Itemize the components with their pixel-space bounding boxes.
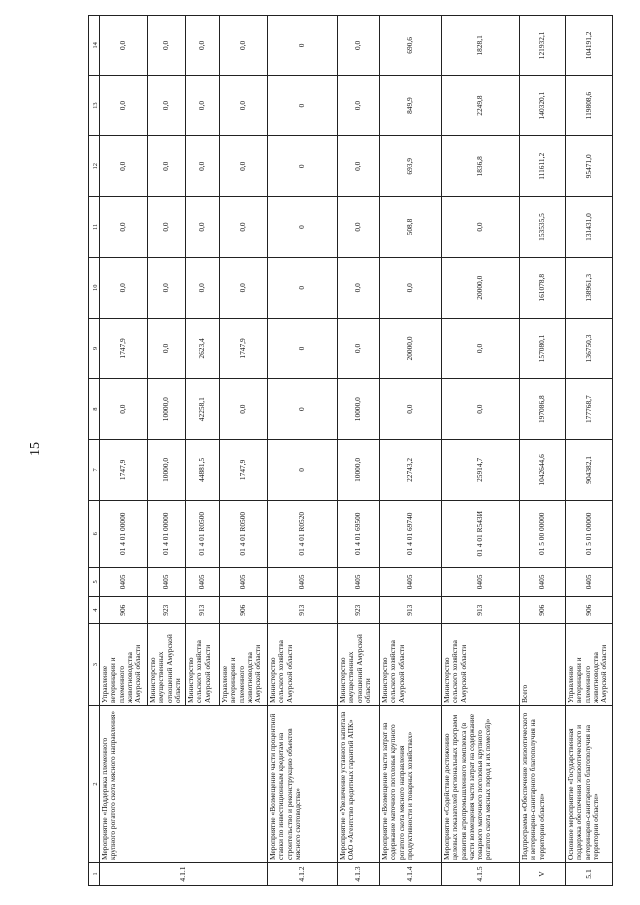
value-cell: 111611,2	[520, 136, 566, 197]
event-name-cell: Мероприятие «Поддержка племенного крупного рогатого скота мясного направления»	[100, 705, 268, 862]
executor-cell: Министерство имущественных отношений Амурской области	[148, 624, 186, 706]
grbs-cell: 913	[186, 597, 220, 624]
header-cell: 11	[89, 197, 100, 258]
value-cell: 0,0	[148, 75, 186, 136]
value-cell: 0,0	[442, 318, 520, 379]
value-cell: 0	[268, 440, 338, 501]
csr-cell: 01 5 01 00000	[566, 500, 613, 567]
header-cell: 12	[89, 136, 100, 197]
table-row	[566, 16, 613, 886]
header-cell: 1	[89, 862, 100, 885]
csr-cell: 01 4 01 R0500	[186, 500, 220, 567]
header-cell: 9	[89, 318, 100, 379]
grbs-cell: 906	[520, 597, 566, 624]
header-cell: 5	[89, 567, 100, 596]
table-row	[268, 16, 338, 886]
rzpr-cell: 0405	[268, 567, 338, 596]
value-cell: 0,0	[442, 197, 520, 258]
value-cell: 20000,0	[380, 318, 442, 379]
rzpr-cell: 0405	[566, 567, 613, 596]
csr-cell: 01 4 01 R0520	[268, 500, 338, 567]
value-cell: 95471,0	[566, 136, 613, 197]
value-cell: 0,0	[100, 16, 148, 76]
row-number-cell: 4.1.5	[442, 862, 520, 885]
value-cell: 0,0	[148, 16, 186, 76]
value-cell: 121932,1	[520, 16, 566, 76]
value-cell: 0	[268, 136, 338, 197]
csr-cell: 01 4 01 00000	[100, 500, 148, 567]
header-cell: 3	[89, 624, 100, 706]
value-cell: 0,0	[338, 16, 380, 76]
grbs-cell: 923	[338, 597, 380, 624]
executor-cell: Министерство сельского хозяйства Амурской области	[186, 624, 220, 706]
value-cell: 0,0	[380, 379, 442, 440]
page-number: 15	[28, 442, 43, 456]
value-cell: 0,0	[100, 75, 148, 136]
value-cell: 0	[268, 16, 338, 76]
value-cell: 20000,0	[442, 257, 520, 318]
executor-cell: Управление ветеринарии и племенного животноводства Амурской области	[220, 624, 268, 706]
rzpr-cell: 0405	[442, 567, 520, 596]
value-cell: 849,9	[380, 75, 442, 136]
value-cell: 104191,2	[566, 16, 613, 76]
value-cell: 10000,0	[338, 379, 380, 440]
value-cell: 0,0	[338, 136, 380, 197]
value-cell: 0,0	[186, 197, 220, 258]
value-cell: 10000,0	[148, 379, 186, 440]
value-cell: 0,0	[220, 75, 268, 136]
csr-cell: 01 4 01 R0500	[220, 500, 268, 567]
value-cell: 508,8	[380, 197, 442, 258]
grbs-cell: 906	[566, 597, 613, 624]
value-cell: 131431,0	[566, 197, 613, 258]
executor-cell: Министерство сельского хозяйства Амурской области	[442, 624, 520, 706]
executor-cell: Всего	[520, 624, 566, 706]
value-cell: 0,0	[148, 257, 186, 318]
row-number-cell: 4.1.4	[380, 862, 442, 885]
value-cell: 138961,3	[566, 257, 613, 318]
value-cell: 157080,1	[520, 318, 566, 379]
table-row	[442, 16, 520, 886]
value-cell: 1747,9	[220, 440, 268, 501]
event-name-cell: Мероприятие «Возмещение части затрат на содержание маточного поголовья крупного рогатого скота мясного направления продуктивности и товарных хозяйствах»	[380, 705, 442, 862]
rzpr-cell: 0405	[148, 567, 186, 596]
event-name-cell: Мероприятие «Возмещение части процентной ставки по инвестиционным кредитам на строительство и реконструкцию объектов мясного скотоводства»	[268, 705, 338, 862]
table-row	[338, 16, 380, 886]
value-cell: 0,0	[220, 16, 268, 76]
value-cell: 0,0	[380, 257, 442, 318]
grbs-cell: 906	[100, 597, 148, 624]
csr-cell: 01 5 00 00000	[520, 500, 566, 567]
value-cell: 0,0	[338, 318, 380, 379]
value-cell: 119808,6	[566, 75, 613, 136]
value-cell: 1747,9	[220, 318, 268, 379]
rzpr-cell: 0405	[338, 567, 380, 596]
value-cell: 1042644,6	[520, 440, 566, 501]
value-cell: 0,0	[148, 318, 186, 379]
header-cell: 4	[89, 597, 100, 624]
table-row	[100, 16, 148, 886]
row-number-cell: 4.1.2	[268, 862, 338, 885]
executor-cell: Министерство сельского хозяйства Амурской области	[268, 624, 338, 706]
event-name-cell: Основное мероприятие «Государственная поддержка обеспечения эпизоотического и ветеринарно-санитарного благополучия на территории области»	[566, 705, 613, 862]
value-cell: 2623,4	[186, 318, 220, 379]
value-cell: 0,0	[186, 75, 220, 136]
value-cell: 0	[268, 318, 338, 379]
value-cell: 0,0	[338, 75, 380, 136]
value-cell: 197086,8	[520, 379, 566, 440]
value-cell: 161078,8	[520, 257, 566, 318]
executor-cell: Управление ветеринарии и племенного животноводства Амурской области	[566, 624, 613, 706]
header-cell: 8	[89, 379, 100, 440]
grbs-cell: 913	[442, 597, 520, 624]
csr-cell: 01 4 01 00000	[148, 500, 186, 567]
executor-cell: Министерство сельского хозяйства Амурской области	[380, 624, 442, 706]
grbs-cell: 913	[380, 597, 442, 624]
table-row	[520, 16, 566, 886]
table-row	[380, 16, 442, 886]
value-cell: 0,0	[220, 197, 268, 258]
event-name-cell: Мероприятие «Увеличение уставного капитала ОАО «Агентство кредитных гарантий АПК»	[338, 705, 380, 862]
header-cell: 6	[89, 500, 100, 567]
executor-cell: Министерство имущественных отношений Амурской области	[338, 624, 380, 706]
value-cell: 0	[268, 379, 338, 440]
grbs-cell: 906	[220, 597, 268, 624]
value-cell: 0,0	[220, 379, 268, 440]
value-cell: 42258,1	[186, 379, 220, 440]
header-cell: 13	[89, 75, 100, 136]
header-cell: 2	[89, 705, 100, 862]
value-cell: 0,0	[338, 197, 380, 258]
event-name-cell: Мероприятие «Содействие достижению целевых показателей региональных программ развития агропромышленного комплекса (в части возмещения части затрат на содержание товарного маточного поголовья крупного рогатого скота мясных пород и их помесей)»	[442, 705, 520, 862]
header-cell: 14	[89, 16, 100, 76]
value-cell: 0	[268, 197, 338, 258]
rzpr-cell: 0405	[380, 567, 442, 596]
grbs-cell: 923	[148, 597, 186, 624]
value-cell: 0,0	[186, 16, 220, 76]
value-cell: 0,0	[220, 257, 268, 318]
value-cell: 0,0	[100, 379, 148, 440]
value-cell: 1828,1	[442, 16, 520, 76]
value-cell: 0	[268, 257, 338, 318]
value-cell: 0,0	[100, 257, 148, 318]
grbs-cell: 913	[268, 597, 338, 624]
value-cell: 0,0	[148, 136, 186, 197]
value-cell: 0,0	[100, 136, 148, 197]
csr-cell: 01 4 01 R543И	[442, 500, 520, 567]
csr-cell: 01 4 01 69500	[338, 500, 380, 567]
value-cell: 10000,0	[338, 440, 380, 501]
value-cell: 0,0	[338, 257, 380, 318]
value-cell: 177768,7	[566, 379, 613, 440]
value-cell: 140320,1	[520, 75, 566, 136]
value-cell: 693,9	[380, 136, 442, 197]
header-cell: 10	[89, 257, 100, 318]
executor-cell: Управление ветеринарии и племенного животноводства Амурской области	[100, 624, 148, 706]
value-cell: 690,6	[380, 16, 442, 76]
row-number-cell: 4.1.1	[100, 862, 268, 885]
rzpr-cell: 0405	[520, 567, 566, 596]
value-cell: 0,0	[100, 197, 148, 258]
value-cell: 25914,7	[442, 440, 520, 501]
rzpr-cell: 0405	[186, 567, 220, 596]
value-cell: 0,0	[442, 379, 520, 440]
event-name-cell: Подпрограмма «Обеспечение эпизоотического и ветеринарно-санитарного благополучия на территории области»	[520, 705, 566, 862]
row-number-cell: 4.1.3	[338, 862, 380, 885]
value-cell: 0,0	[186, 257, 220, 318]
value-cell: 22743,2	[380, 440, 442, 501]
rotated-table-wrapper	[88, 15, 609, 886]
table-header-row	[89, 16, 100, 886]
table-stage	[88, 15, 609, 886]
value-cell: 1836,8	[442, 136, 520, 197]
value-cell: 153535,5	[520, 197, 566, 258]
value-cell: 904382,1	[566, 440, 613, 501]
header-cell: 7	[89, 440, 100, 501]
value-cell: 0,0	[220, 136, 268, 197]
value-cell: 0,0	[186, 136, 220, 197]
value-cell: 0,0	[148, 197, 186, 258]
value-cell: 2249,8	[442, 75, 520, 136]
value-cell: 10000,0	[148, 440, 186, 501]
value-cell: 1747,9	[100, 318, 148, 379]
row-number-cell: 5.1	[566, 862, 613, 885]
csr-cell: 01 4 01 69740	[380, 500, 442, 567]
rzpr-cell: 0405	[100, 567, 148, 596]
value-cell: 44881,5	[186, 440, 220, 501]
rzpr-cell: 0405	[220, 567, 268, 596]
budget-table	[88, 15, 613, 886]
row-number-cell: V	[520, 862, 566, 885]
value-cell: 1747,9	[100, 440, 148, 501]
value-cell: 136750,3	[566, 318, 613, 379]
value-cell: 0	[268, 75, 338, 136]
